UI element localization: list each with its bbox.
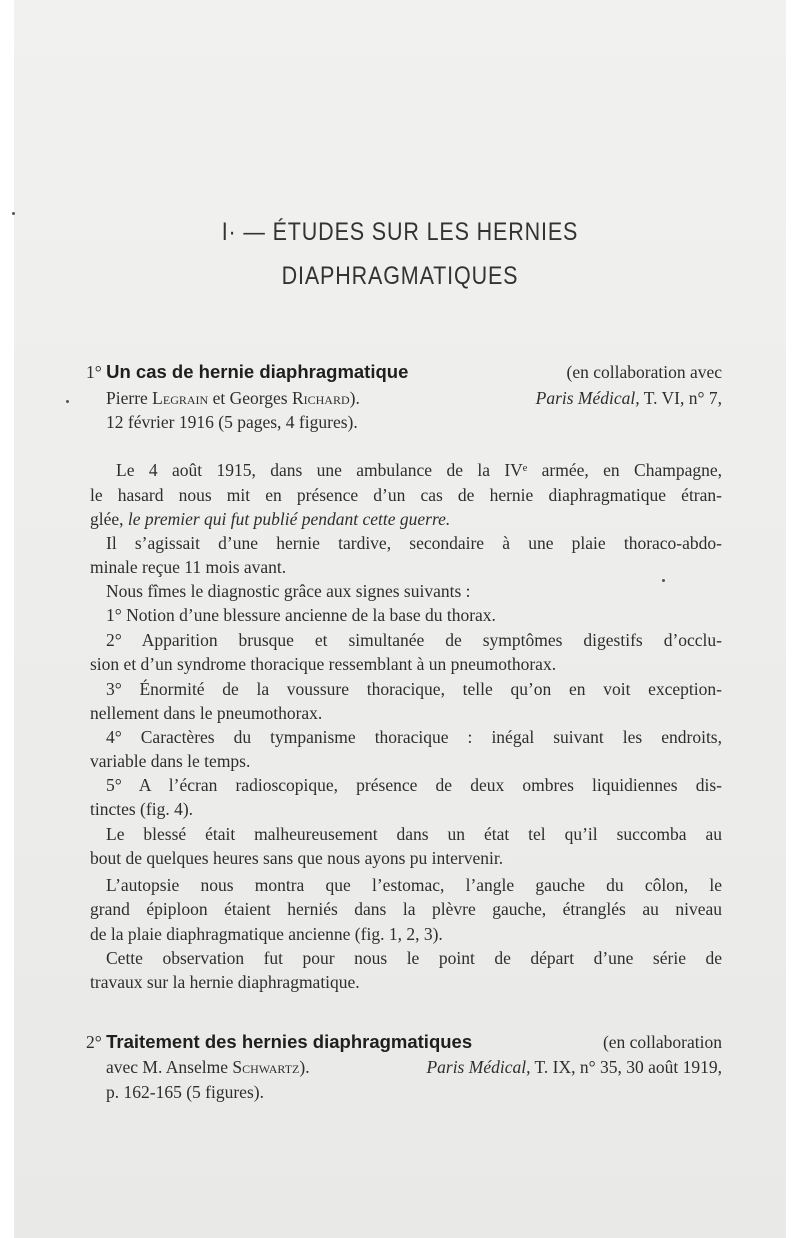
scan-speck [662,579,665,582]
reference-1-journal: Paris Médical, [535,388,640,408]
reference-1-author-join: et Georges [212,388,288,408]
sign-5-line-1: 5° A l’écran radioscopique, présence de deux ombres liquidiennes dis- [106,775,722,795]
reference-1-volume: T. VI, n° 7, [643,388,722,408]
body-paragraph-5-line-3: de la plaie diaphragmatique ancienne (fig. 1, 2, 3). [90,924,443,944]
reference-2-collab: (en collaboration [602,1032,722,1052]
sign-2-line-2: sion et d’un syndrome thoracique ressemblant à un pneumothorax. [90,654,557,674]
body-paragraph-1-line-1: Le 4 août 1915, dans une ambulance de la IVᵉ armée, en Champagne, [116,460,722,480]
reference-2-author-close: ). [299,1057,310,1077]
reference-1-line-3: 12 février 1916 (5 pages, 4 figures). [106,412,358,432]
body-paragraph-3: Nous fîmes le diagnostic grâce aux signes suivants : [106,581,471,601]
body-paragraph-5-line-1: L’autopsie nous montra que l’estomac, l’angle gauche du côlon, le [106,875,722,895]
reference-2-title: Traitement des hernies diaphragmatiques [106,1031,473,1052]
scan-speck [12,212,15,215]
reference-1-line-2 [106,386,722,410]
body-paragraph-1-line-2: le hasard nous mit en présence d’un cas de hernie diaphragmatique étran- [90,485,722,505]
body-paragraph-1-line-3 [90,507,450,531]
author-schwartz: Schwartz [232,1057,300,1077]
body-paragraph-2-line-2: minale reçue 11 mois avant. [90,557,287,577]
body-paragraph-4-line-2: bout de quelques heures sans que nous ayons pu intervenir. [90,848,504,868]
sign-1: 1° Notion d’une blessure ancienne de la base du thorax. [106,605,496,625]
reference-2-line-2 [106,1055,722,1079]
reference-1-number: 1° [86,362,102,382]
section-heading-line-1: I· — ÉTUDES SUR LES HERNIES [221,218,579,246]
reference-2-journal: Paris Médical, [426,1057,531,1077]
reference-1-collab: (en collaboration avec [566,362,722,382]
reference-1-author-prefix: Pierre [106,388,148,408]
body-paragraph-4-line-1: Le blessé était malheureusement dans un état tel qu’il succomba au [106,824,722,844]
body-paragraph-6-line-1: Cette observation fut pour nous le point de départ d’une série de [106,948,722,968]
reference-2-number: 2° [86,1032,102,1052]
sign-5-line-2: tinctes (fig. 4). [90,799,194,819]
reference-1-title: Un cas de hernie diaphragmatique [106,361,409,382]
body-paragraph-6-line-2: travaux sur la hernie diaphragmatique. [90,972,360,992]
body-text: glée, [90,509,124,529]
sign-2-line-1: 2° Apparition brusque et simultanée de symptômes digestifs d’occlu- [106,630,722,650]
reference-2-author-prefix: avec M. Anselme [106,1057,228,1077]
sign-4-line-2: variable dans le temps. [90,751,251,771]
body-paragraph-5-line-2: grand épiploon étaient herniés dans la plèvre gauche, étranglés au niveau [90,899,722,919]
emphasis-text: le premier qui fut publié pendant cette guerre. [127,509,451,529]
scan-speck [66,400,69,403]
reference-2-volume: T. IX, n° 35, 30 août 1919, [534,1057,722,1077]
section-heading-line-2: DIAPHRAGMATIQUES [281,262,519,290]
sign-3-line-2: nellement dans le pneumothorax. [90,703,323,723]
sign-3-line-1: 3° Énormité de la voussure thoracique, telle qu’on en voit exception- [106,679,722,699]
reference-2-line-1 [86,1030,722,1054]
sign-4-line-1: 4° Caractères du tympanisme thoracique : inégal suivant les endroits, [106,727,722,747]
body-paragraph-2-line-1: Il s’agissait d’une hernie tardive, secondaire à une plaie thoraco-abdo- [106,533,722,553]
reference-1-line-1 [86,360,722,384]
author-richard: Richard [291,388,350,408]
reference-1-author-close: ). [349,388,360,408]
reference-2-line-3: p. 162-165 (5 figures). [106,1082,264,1102]
author-legrain: Legrain [152,388,209,408]
